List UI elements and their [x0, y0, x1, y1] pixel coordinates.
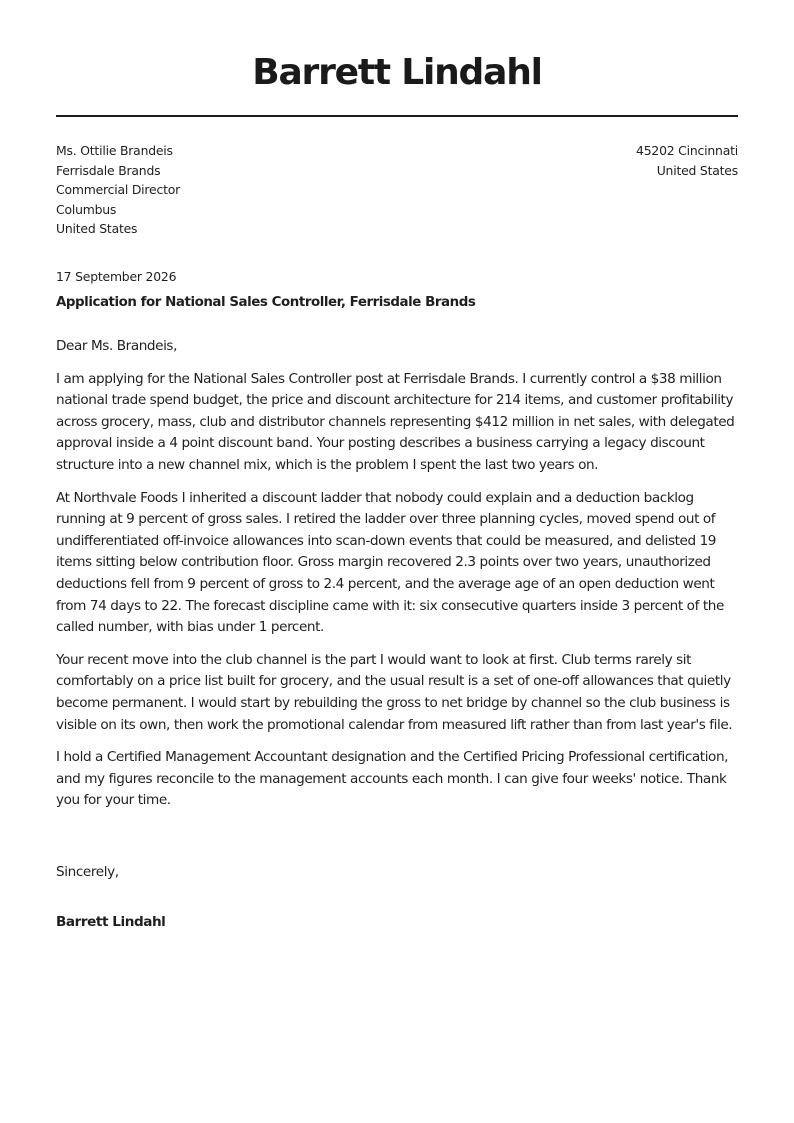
letter-subject: Application for National Sales Controller, Ferrisdale Brands: [56, 295, 476, 310]
body-paragraph: I am applying for the National Sales Controller post at Ferrisdale Brands. I currently control a $38 million national trade spend budget, the price and discount architecture for 214 items, and customer profitability across grocery, mass, club and distributor channels representing $412 million in net sales, with delegated approval inside a 4 point discount band. Your posting describes a business carrying a legacy discount structure into a new channel mix, which is the problem I spent the last two years on.: [56, 370, 735, 473]
recipient-company: Ferrisdale Brands: [56, 162, 161, 178]
recipient-city: Columbus: [56, 201, 117, 217]
header-divider: [56, 115, 738, 117]
sender-country: United States: [656, 162, 738, 178]
recipient-title: Commercial Director: [56, 182, 181, 197]
sender-address: [636, 141, 738, 180]
salutation: Dear Ms. Brandeis,: [56, 338, 177, 354]
sender-city: 45202 Cincinnati: [636, 143, 738, 158]
letter-date: 17 September 2026: [56, 269, 177, 284]
closing: Sincerely,: [56, 864, 119, 880]
recipient-name: Ms. Ottilie Brandeis: [56, 143, 173, 158]
body-paragraph: I hold a Certified Management Accountant designation and the Certified Pricing Professional certification, and my figures reconcile to the management accounts each month. I can give four weeks' notice. Thank you for your time.: [56, 749, 729, 809]
signature: Barrett Lindahl: [56, 914, 166, 930]
body-paragraph: Your recent move into the club channel is the part I would want to look at first. Club terms rarely sit comfortably on a price list built for grocery, and the usual result is a set of one-off allowances that quietly become permanent. I would start by rebuilding the gross to net bridge by channel so the club business is visible on its own, then work the promotional calendar from measured lift rather than from last year's file.: [56, 651, 733, 733]
recipient-address: [56, 141, 180, 239]
letter-body: [56, 336, 738, 823]
recipient-country: United States: [56, 221, 138, 236]
applicant-name-heading: Barrett Lindahl: [252, 52, 542, 93]
body-paragraph: At Northvale Foods I inherited a discount ladder that nobody could explain and a deduction backlog running at 9 percent of gross sales. I retired the ladder over three planning cycles, moved spend out of undifferentiated off-invoice allowances into scan-down events that could be measured, and delisted 19 items sitting below contribution floor. Gross margin recovered 2.3 points over two years, unauthorized deductions fell from 9 percent of gross to 2.4 percent, and the average age of an open deduction went from 74 days to 22. The forecast discipline came with it: six consecutive quarters inside 3 percent of the called number, with bias under 1 percent.: [56, 489, 724, 636]
